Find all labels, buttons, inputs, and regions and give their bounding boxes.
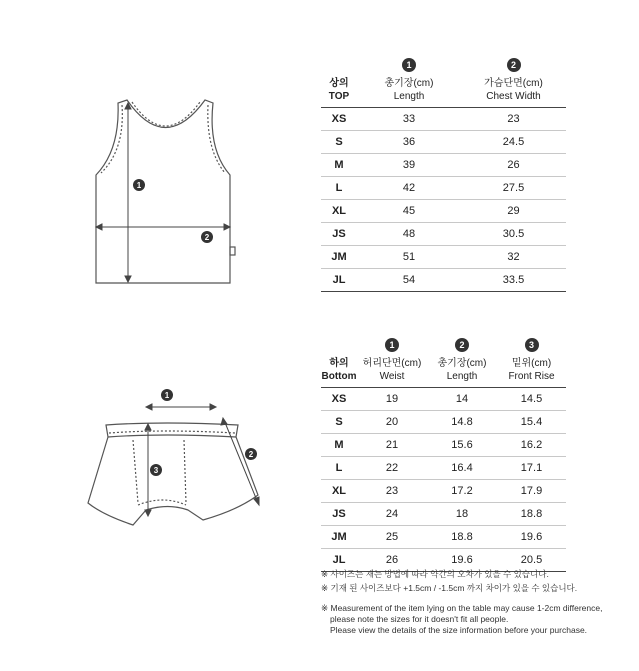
size-label: JM: [321, 526, 357, 549]
size-value: 18.8: [427, 526, 497, 549]
boxer-outline: [88, 423, 258, 525]
size-value: 26: [461, 154, 566, 177]
table-row: [321, 480, 566, 503]
bottom-marker-1: [161, 389, 173, 401]
size-value: 45: [357, 200, 461, 223]
size-value: 24.5: [461, 131, 566, 154]
size-label: M: [321, 154, 357, 177]
table-row: [321, 177, 566, 200]
table-row: [321, 154, 566, 177]
top-size-table: [321, 58, 566, 292]
size-value: 23: [461, 108, 566, 131]
note-line: please note the sizes for it doesn't fit all people.: [330, 614, 509, 624]
top-marker-2: [201, 231, 213, 243]
size-label: L: [321, 457, 357, 480]
svg-text:1: 1: [136, 181, 142, 190]
size-value: 32: [461, 246, 566, 269]
boxer-briefs-illustration: [78, 385, 278, 545]
size-value: 14.8: [427, 411, 497, 434]
table-row: [321, 246, 566, 269]
size-value: 14: [427, 388, 497, 411]
size-value: 30.5: [461, 223, 566, 246]
size-value: 20.5: [497, 549, 566, 572]
size-value: 17.9: [497, 480, 566, 503]
size-label: JS: [321, 223, 357, 246]
col-marker: 1: [402, 58, 416, 72]
size-value: 51: [357, 246, 461, 269]
size-value: 20: [357, 411, 427, 434]
table-row: [321, 526, 566, 549]
table-row: [321, 503, 566, 526]
size-value: 15.4: [497, 411, 566, 434]
size-value: 39: [357, 154, 461, 177]
size-label: XS: [321, 108, 357, 131]
col-marker: 2: [455, 338, 469, 352]
svg-text:1: 1: [164, 391, 170, 400]
size-value: 19.6: [427, 549, 497, 572]
size-label: JS: [321, 503, 357, 526]
size-value: 19.6: [497, 526, 566, 549]
table-row: [321, 411, 566, 434]
size-label: XL: [321, 200, 357, 223]
size-value: 18: [427, 503, 497, 526]
size-label: XL: [321, 480, 357, 503]
size-value: 16.4: [427, 457, 497, 480]
table-row: [321, 269, 566, 292]
top-col-length: 총기장(cm) Length: [357, 77, 461, 108]
size-value: 21: [357, 434, 427, 457]
top-marker-1: [133, 179, 145, 191]
size-value: 54: [357, 269, 461, 292]
size-value: 27.5: [461, 177, 566, 200]
size-label: XS: [321, 388, 357, 411]
size-label: JL: [321, 269, 357, 292]
col-marker: 3: [525, 338, 539, 352]
table-row: [321, 388, 566, 411]
note-line: ※ Measurement of the item lying on the table may cause 1-2cm difference,: [321, 603, 603, 613]
table-row: [321, 434, 566, 457]
tank-top-outline: [96, 100, 235, 283]
size-value: 17.2: [427, 480, 497, 503]
table-row: [321, 131, 566, 154]
tank-top-illustration: [80, 95, 250, 290]
size-label: S: [321, 411, 357, 434]
bottom-marker-3: [150, 464, 162, 476]
bottom-size-table: [321, 338, 566, 572]
top-measure-lines: [96, 103, 230, 282]
size-value: 17.1: [497, 457, 566, 480]
size-label: L: [321, 177, 357, 200]
size-value: 19: [357, 388, 427, 411]
col-marker: 2: [507, 58, 521, 72]
note-line: Please view the details of the size information before your purchase.: [330, 625, 588, 635]
col-marker: 1: [385, 338, 399, 352]
size-label: S: [321, 131, 357, 154]
note-line: ※ 기재 된 사이즈보다 +1.5cm / -1.5cm 까지 차이가 있을 수 있습니다.: [321, 583, 578, 593]
size-value: 42: [357, 177, 461, 200]
size-value: 22: [357, 457, 427, 480]
bottom-marker-2: [245, 448, 257, 460]
size-label: M: [321, 434, 357, 457]
size-value: 14.5: [497, 388, 566, 411]
size-value: 23: [357, 480, 427, 503]
size-label: JM: [321, 246, 357, 269]
size-value: 29: [461, 200, 566, 223]
table-row: [321, 200, 566, 223]
bottom-col-rise: 밑위(cm) Front Rise: [497, 357, 566, 388]
top-col-chest: 가슴단면(cm) Chest Width: [461, 77, 566, 108]
size-value: 24: [357, 503, 427, 526]
size-value: 25: [357, 526, 427, 549]
bottom-label: 하의 Bottom: [321, 357, 357, 388]
size-value: 15.6: [427, 434, 497, 457]
size-value: 36: [357, 131, 461, 154]
size-notes-ko: [321, 569, 577, 594]
svg-text:2: 2: [248, 450, 254, 459]
bottom-measure-lines: [145, 404, 259, 516]
size-value: 48: [357, 223, 461, 246]
note-line: ※ 사이즈는 재는 방법에 따라 약간의 오차가 있을 수 있습니다.: [321, 569, 549, 579]
bottom-col-length: 총기장(cm) Length: [427, 357, 497, 388]
bottom-col-waist: 허리단면(cm) Weist: [357, 357, 427, 388]
size-value: 33: [357, 108, 461, 131]
table-row: [321, 108, 566, 131]
size-label: JL: [321, 549, 357, 572]
table-row: [321, 457, 566, 480]
top-label: 상의 TOP: [321, 77, 357, 108]
size-notes-en: [321, 603, 602, 636]
size-value: 18.8: [497, 503, 566, 526]
size-value: 26: [357, 549, 427, 572]
svg-text:2: 2: [204, 233, 210, 242]
size-value: 16.2: [497, 434, 566, 457]
size-value: 33.5: [461, 269, 566, 292]
table-row: [321, 223, 566, 246]
svg-text:3: 3: [153, 466, 159, 475]
